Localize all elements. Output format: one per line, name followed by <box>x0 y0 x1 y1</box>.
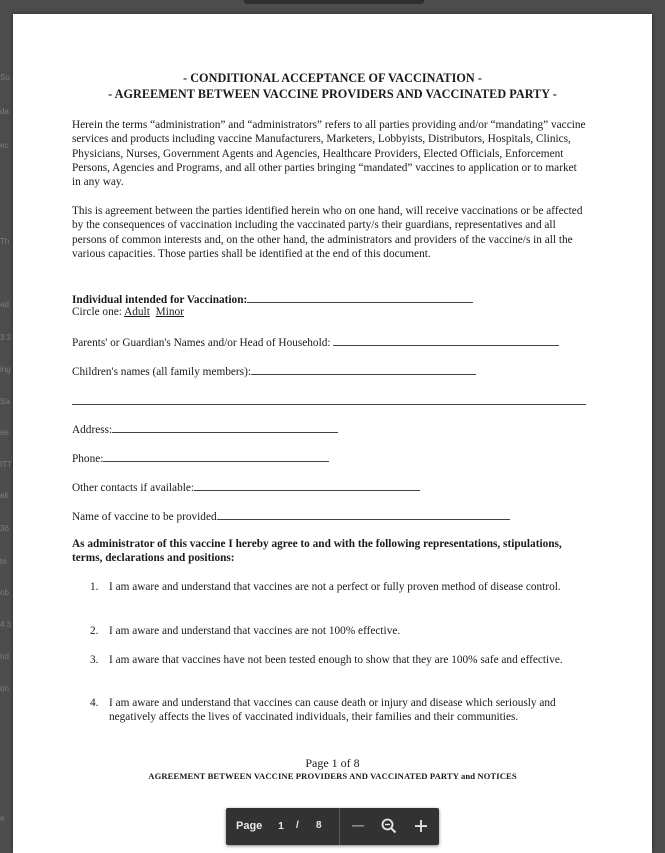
background-fragment: e <box>0 814 5 823</box>
footer-page-number: Page 1 of 8 <box>305 756 360 770</box>
background-fragment: ob <box>0 588 9 597</box>
total-pages: 8 <box>316 820 322 831</box>
children-label: Children's names (all family members): <box>72 366 251 378</box>
children-field <box>72 363 476 379</box>
background-fragment: Sa <box>0 397 10 406</box>
address-label: Address: <box>72 424 113 436</box>
individual-label: Individual intended for Vaccination: <box>72 294 248 306</box>
phone-blank[interactable] <box>103 450 329 462</box>
background-fragment: Th <box>0 237 10 246</box>
page-number-input[interactable]: 1 <box>278 821 284 832</box>
vaccine-name-label: Name of vaccine to be provided <box>72 511 217 523</box>
document-title-line-2: - AGREEMENT BETWEEN VACCINE PROVIDERS AND VACCINATED PARTY - <box>108 87 557 101</box>
list-item-number: 2. <box>90 625 99 637</box>
adult-option[interactable]: Adult <box>124 306 150 318</box>
background-fragment: ec <box>0 141 9 150</box>
zoom-in-button[interactable] <box>409 814 433 838</box>
document-title-line-1: - CONDITIONAL ACCEPTANCE OF VACCINATION - <box>183 71 482 85</box>
parties-paragraph: This is agreement between the parties identified herein who on one hand, will receive vaccinations or be affected by the consequences of vaccination including the vaccinated party/s their guardians, representatives and all persons of common interests and, on the other hand, the administrators and providers of the vaccine/s in all the various capacities. Those parties shall be identified at the end of this document. <box>72 205 583 260</box>
background-fragment: da <box>0 107 9 116</box>
children-extra-line[interactable] <box>72 404 586 405</box>
list-item-text: I am aware and understand that vaccines are not 100% effective. <box>109 625 401 637</box>
other-contacts-blank[interactable] <box>194 479 420 491</box>
circle-one-label: Circle one: <box>72 306 122 318</box>
background-fragment: ali <box>0 491 9 500</box>
list-item-number: 4. <box>90 697 99 709</box>
circle-one-row <box>72 305 184 319</box>
background-fragment: on <box>0 684 9 693</box>
background-fragment: to <box>0 557 7 566</box>
background-fragment: 36 <box>0 524 9 533</box>
toolbar-divider <box>339 808 340 845</box>
background-fragment: ad <box>0 300 9 309</box>
list-item-text: I am aware and understand that vaccines can cause death or injury and disease which seriously and negatively affects the lives of vaccinated individuals, their families and their communities. <box>109 697 556 724</box>
definitions-paragraph: Herein the terms “administration” and “administrators” refers to all parties providing and/or “mandating” vaccine services and products including vaccine Manufacturers, Marketers, Lobbyists, Distributors, Hospitals, Clinics, Physicians, Nurses, Government Agents and Agencies, Healthcare Providers, Elected Officials, Enforcement Persons, Agencies and Programs, and all other parties bringing “mandated” vaccines to application or to market in any way. <box>72 119 586 189</box>
previous-page-edge <box>244 0 424 4</box>
phone-label: Phone: <box>72 453 104 465</box>
children-blank[interactable] <box>251 363 476 375</box>
list-item-number: 3. <box>90 654 99 666</box>
phone-field <box>72 450 329 466</box>
magnifier-icon <box>377 814 401 838</box>
list-item-text: I am aware and understand that vaccines are not a perfect or fully proven method of disease control. <box>109 581 561 593</box>
background-fragment: Su <box>0 73 10 82</box>
page-separator: / <box>296 820 299 831</box>
background-fragment: ee <box>0 428 9 437</box>
other-contacts-label: Other contacts if available: <box>72 482 195 494</box>
minus-icon <box>346 814 370 838</box>
parents-blank[interactable] <box>333 334 559 346</box>
address-field <box>72 421 338 437</box>
parents-label: Parents' or Guardian's Names and/or Head of Household: <box>72 337 331 349</box>
zoom-out-button[interactable] <box>346 814 370 838</box>
background-fragment: ing <box>0 365 11 374</box>
plus-icon <box>409 814 433 838</box>
background-fragment: 4 3 <box>0 620 12 629</box>
document-page <box>13 14 652 853</box>
agreement-intro: As administrator of this vaccine I hereby agree to and with the following representations, stipulations, terms, declarations and positions: <box>72 538 562 565</box>
background-fragment: nd <box>0 652 9 661</box>
background-fragment: ITT <box>0 460 12 469</box>
list-item-text: I am aware that vaccines have not been tested enough to show that they are 100% safe and effective. <box>109 654 563 666</box>
minor-option[interactable]: Minor <box>155 306 184 318</box>
other-contacts-field <box>72 479 420 495</box>
list-item-number: 1. <box>90 581 99 593</box>
footer-title: AGREEMENT BETWEEN VACCINE PROVIDERS AND VACCINATED PARTY and NOTICES <box>148 771 517 781</box>
zoom-fit-button[interactable] <box>377 814 401 838</box>
address-blank[interactable] <box>112 421 338 433</box>
individual-blank[interactable] <box>247 291 473 303</box>
background-fragment: 3 2 <box>0 333 12 342</box>
parents-field <box>72 334 559 350</box>
page-toolbar <box>226 808 439 845</box>
vaccine-name-blank[interactable] <box>217 508 510 520</box>
vaccine-name-field <box>72 508 510 524</box>
page-label: Page <box>236 820 263 832</box>
